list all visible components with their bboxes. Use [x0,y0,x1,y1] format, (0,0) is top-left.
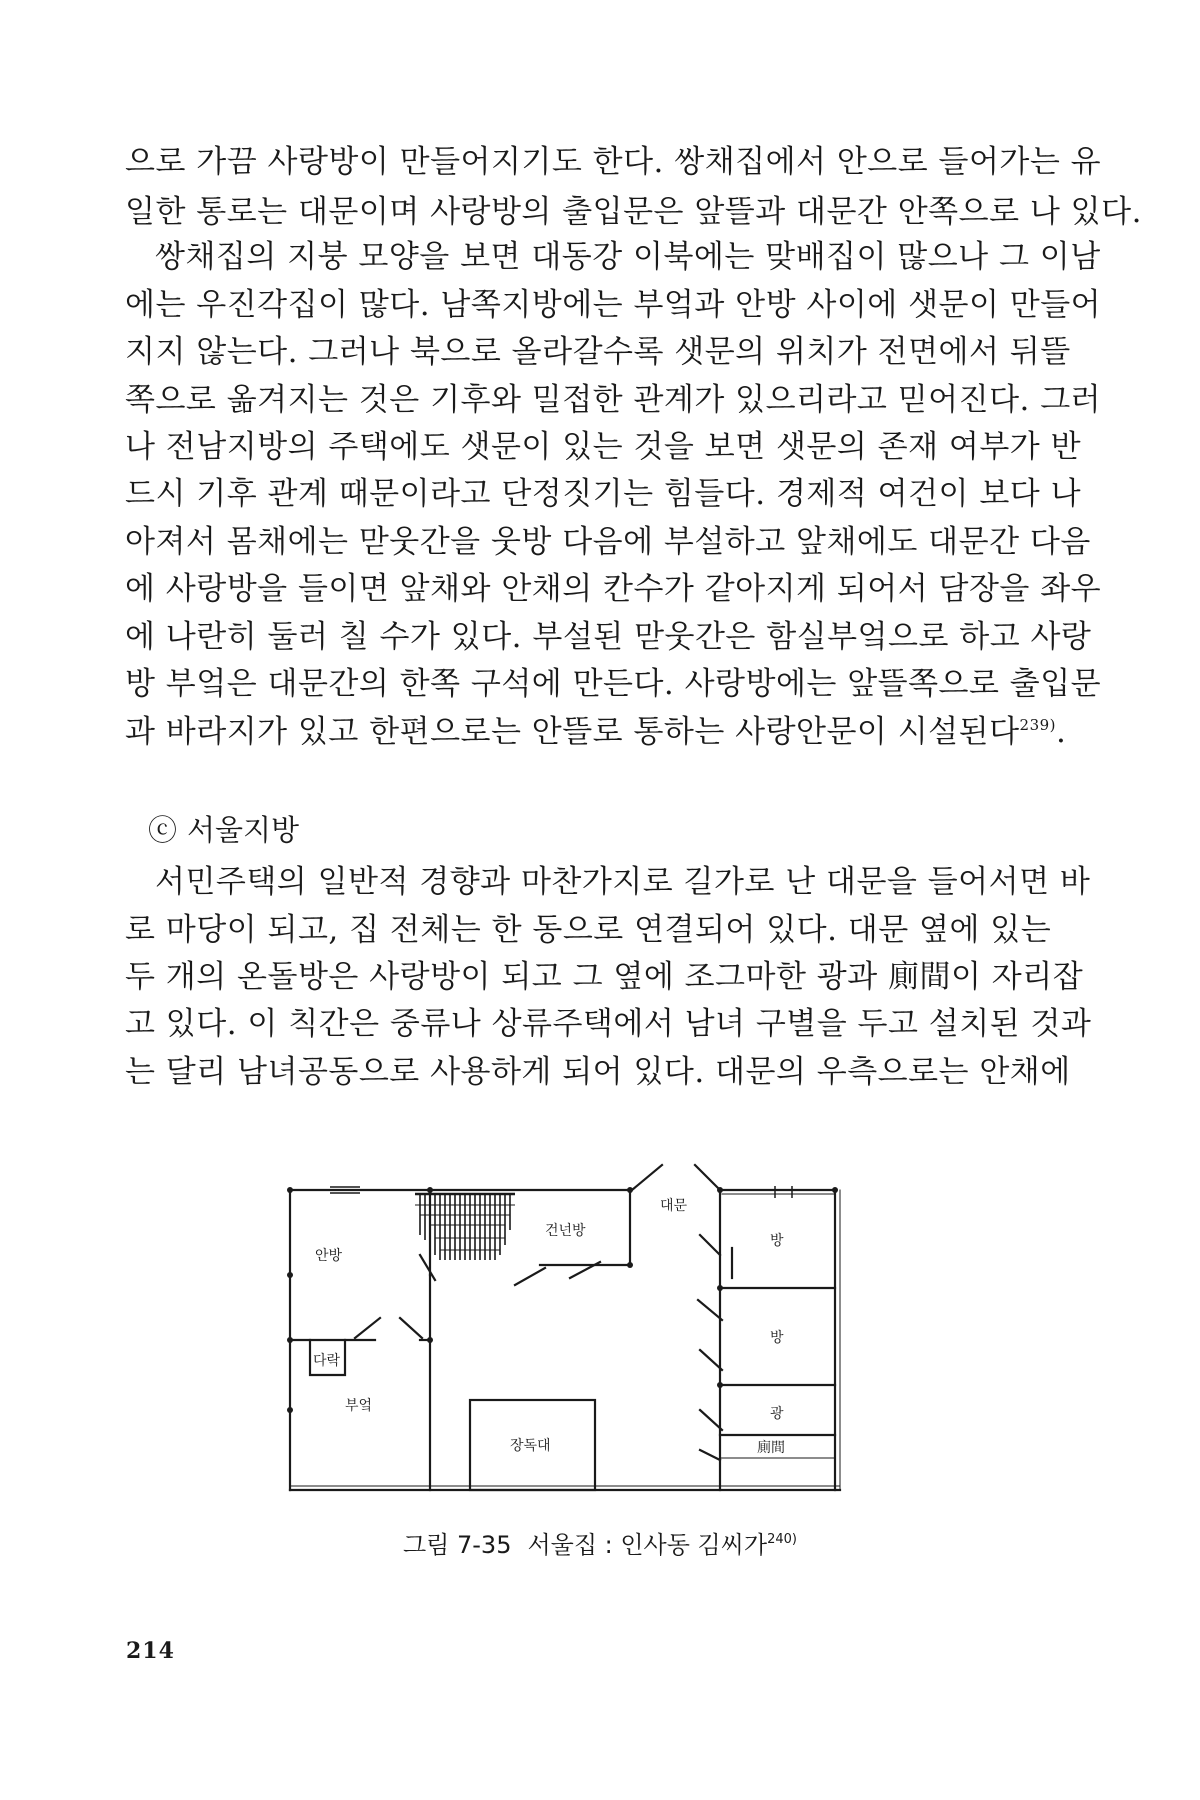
room-label-geonneonbang: 건넌방 [545,1223,586,1239]
room-label-bueok: 부엌 [345,1398,373,1414]
section-mark: ⓒ [148,813,178,847]
figure-number: 그림 7-35 [403,1531,512,1559]
room-label-chikgan: 廁間 [757,1440,785,1456]
floor-plan-drawing [270,1160,850,1510]
body-line: 에는 우진각집이 많다. 남쪽지방에는 부엌과 안방 사이에 샛문이 만들어 [125,287,1102,323]
body-line: 쪽으로 옮겨지는 것은 기후와 밀접한 관계가 있으리라고 믿어진다. 그러 [125,382,1102,418]
section-title: 서울지방 [187,813,300,847]
body-line: 나 전남지방의 주택에도 샛문이 있는 것을 보면 샛문의 존재 여부가 반 [125,429,1082,465]
room-label-darak: 다락 [313,1353,341,1369]
room-label-jangdokdae: 장독대 [510,1438,551,1454]
body-line: 방 부엌은 대문간의 한쪽 구석에 만든다. 사랑방에는 앞뜰쪽으로 출입문 [125,666,1102,702]
section-heading [148,810,299,850]
body-line: 일한 통로는 대문이며 사랑방의 출입문은 앞뜰과 대문간 안쪽으로 나 있다. [125,194,1142,230]
room-label-daemun: 대문 [660,1198,688,1214]
room-label-gwang: 광 [770,1406,784,1422]
room-label-bang-1: 방 [770,1233,784,1249]
footnote-ref: 239) [1019,716,1057,734]
body-text: 과 바라지가 있고 한편으로는 안뜰로 통하는 사랑안문이 시설된다 [125,714,1020,750]
body-line: 지지 않는다. 그러나 북으로 올라갈수록 샛문의 위치가 전면에서 뒤뜰 [125,334,1071,370]
body-line: 으로 가끔 사랑방이 만들어지기도 한다. 쌍채집에서 안으로 들어가는 유 [125,144,1102,180]
body-line: 쌍채집의 지붕 모양을 보면 대동강 이북에는 맞배집이 많으나 그 이남 [155,239,1101,275]
room-label-bang-2: 방 [770,1330,784,1346]
floor-plan-figure [270,1160,850,1510]
body-line: 에 사랑방을 들이면 앞채와 안채의 칸수가 같아지게 되어서 담장을 좌우 [125,571,1102,607]
page-number: 214 [126,1638,175,1664]
figure-caption-text: 서울집 : 인사동 김씨가 [527,1531,768,1559]
room-label-anbang: 안방 [315,1248,343,1264]
figure-caption [125,1530,1075,1560]
body-line: 로 마당이 되고, 집 전체는 한 동으로 연결되어 있다. 대문 옆에 있는 [125,912,1052,948]
body-line: 아져서 몸채에는 맏웃간을 웃방 다음에 부설하고 앞채에도 대문간 다음 [125,524,1091,560]
period: . [1056,714,1067,750]
body-line: 고 있다. 이 칙간은 중류나 상류주택에서 남녀 구별을 두고 설치된 것과 [125,1006,1092,1042]
body-line: 두 개의 온돌방은 사랑방이 되고 그 옆에 조그마한 광과 廁間이 자리잡 [125,959,1084,995]
body-line: 에 나란히 둘러 칠 수가 있다. 부설된 맏웃간은 함실부엌으로 하고 사랑 [125,619,1092,655]
body-line [125,712,1067,752]
body-line: 서민주택의 일반적 경향과 마찬가지로 길가로 난 대문을 들어서면 바 [155,864,1091,900]
body-line: 는 달리 남녀공동으로 사용하게 되어 있다. 대문의 우측으로는 안채에 [125,1054,1071,1090]
caption-footnote-ref: 240) [767,1532,797,1547]
body-line: 드시 기후 관계 때문이라고 단정짓기는 힘들다. 경제적 여건이 보다 나 [125,476,1082,512]
